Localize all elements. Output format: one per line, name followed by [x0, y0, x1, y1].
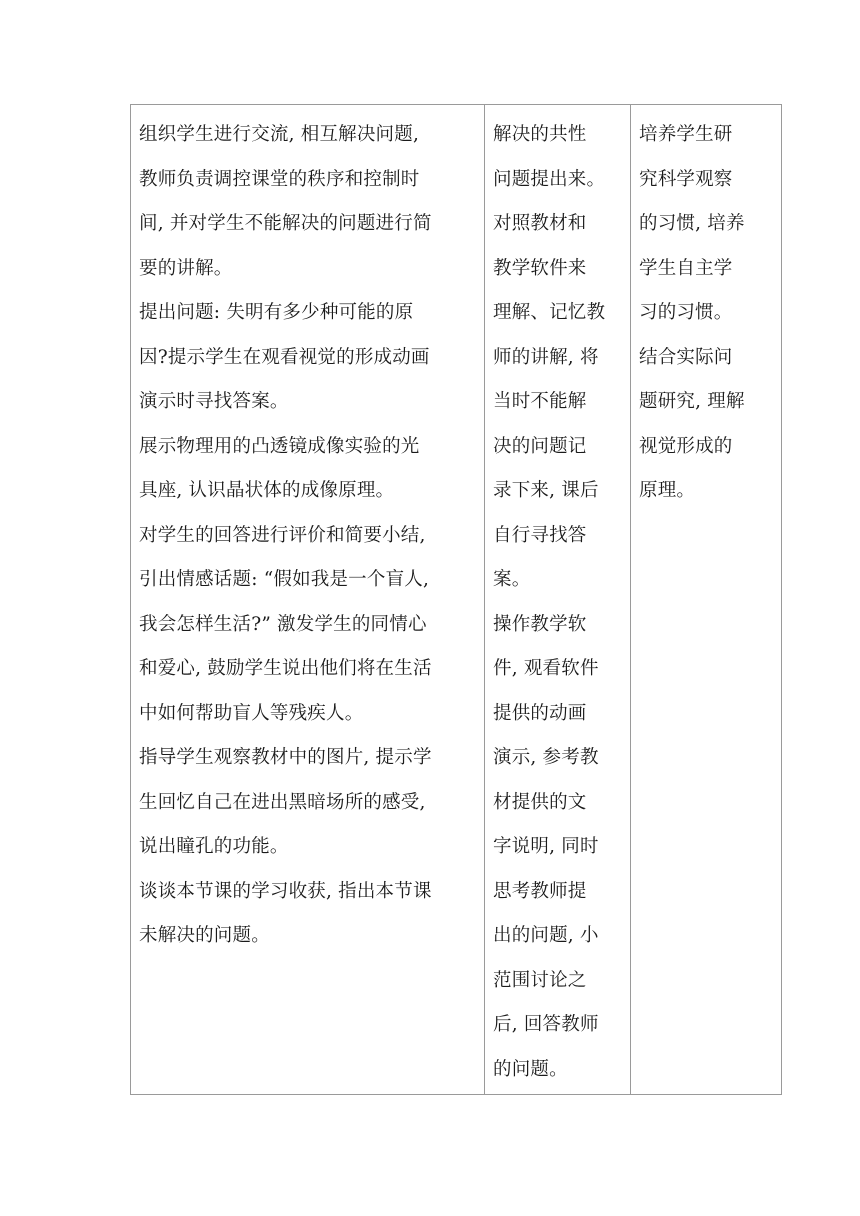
design-intent-line: 学生自主学	[639, 257, 733, 279]
student-activity-line: 的问题。	[493, 1058, 568, 1080]
student-activity-line: 理解、记忆教	[493, 302, 606, 323]
teacher-activity-line: 组织学生进行交流, 相互解决问题,	[139, 124, 420, 145]
student-activity-line: 范围讨论之	[493, 969, 587, 991]
teacher-activity-line: 具座, 认识晶状体的成像原理。	[139, 480, 395, 501]
teacher-activity-line: 展示物理用的凸透镜成像实验的光	[139, 435, 420, 457]
student-activity-line: 问题提出来。	[493, 168, 606, 190]
teacher-activity-line: 教师负责调控课堂的秩序和控制时	[139, 168, 420, 190]
teacher-activity-line: 未解决的问题。	[139, 925, 270, 946]
student-activity-line: 录下来, 课后	[493, 480, 599, 501]
teacher-activity-line: 和爱心, 鼓励学生说出他们将在生活	[139, 658, 432, 679]
student-activity-line: 件, 观看软件	[493, 658, 599, 679]
teacher-activity-line: 演示时寻找答案。	[139, 391, 289, 412]
student-activity-line: 操作教学软	[493, 613, 587, 635]
student-activity-line: 决的问题记	[493, 435, 587, 457]
teacher-activity-line: 指导学生观察教材中的图片, 提示学	[139, 747, 432, 768]
student-activity-line: 提供的动画	[493, 702, 587, 724]
design-intent-line: 视觉形成的	[639, 435, 733, 457]
teacher-activity-line: 谈谈本节课的学习收获, 指出本节课	[139, 880, 432, 902]
student-activity-line: 案。	[493, 569, 531, 590]
design-intent-line: 原理。	[639, 480, 696, 501]
student-activity-line: 后, 回答教师	[493, 1014, 599, 1035]
design-intent-line: 究科学观察	[639, 168, 733, 190]
design-intent-cell	[631, 105, 782, 1095]
teacher-activity-line: 因?提示学生在观看视觉的形成动画	[139, 346, 430, 368]
table-row	[131, 105, 782, 1095]
student-activity-line: 材提供的文	[493, 791, 587, 813]
student-activity-line: 字说明, 同时	[493, 836, 599, 857]
student-activity-cell	[485, 105, 631, 1095]
teacher-activity-line: 引出情感话题: “假如我是一个盲人,	[139, 569, 430, 590]
student-activity-line: 师的讲解, 将	[493, 346, 599, 368]
student-activity-line: 自行寻找答	[493, 524, 587, 546]
teacher-activity-line: 我会怎样生活?” 激发学生的同情心	[139, 613, 427, 635]
design-intent-line: 培养学生研	[639, 124, 733, 145]
student-activity-line: 当时不能解	[493, 391, 587, 412]
student-activity-line: 出的问题, 小	[493, 925, 599, 946]
student-activity-line: 思考教师提	[493, 880, 587, 902]
design-intent-line: 题研究, 理解	[639, 391, 745, 412]
teacher-activity-line: 中如何帮助盲人等残疾人。	[139, 702, 364, 724]
teacher-activity-line: 对学生的回答进行评价和简要小结,	[139, 524, 426, 546]
student-activity-line: 解决的共性	[493, 124, 587, 145]
teacher-activity-line: 要的讲解。	[139, 257, 233, 279]
teacher-activity-line: 间, 并对学生不能解决的问题进行简	[139, 213, 432, 234]
student-activity-line: 演示, 参考教	[493, 747, 599, 768]
teacher-activity-cell	[131, 105, 485, 1095]
student-activity-line: 对照教材和	[493, 213, 587, 234]
teacher-activity-line: 提出问题: 失明有多少种可能的原	[139, 302, 414, 323]
teacher-activity-line: 生回忆自己在进出黑暗场所的感受,	[139, 791, 426, 813]
design-intent-line: 习的习惯。	[639, 302, 733, 323]
design-intent-line: 的习惯, 培养	[639, 213, 745, 234]
design-intent-line: 结合实际问	[639, 346, 733, 368]
teacher-activity-line: 说出瞳孔的功能。	[139, 836, 289, 857]
student-activity-line: 教学软件来	[493, 257, 587, 279]
lesson-plan-table	[130, 104, 782, 1095]
